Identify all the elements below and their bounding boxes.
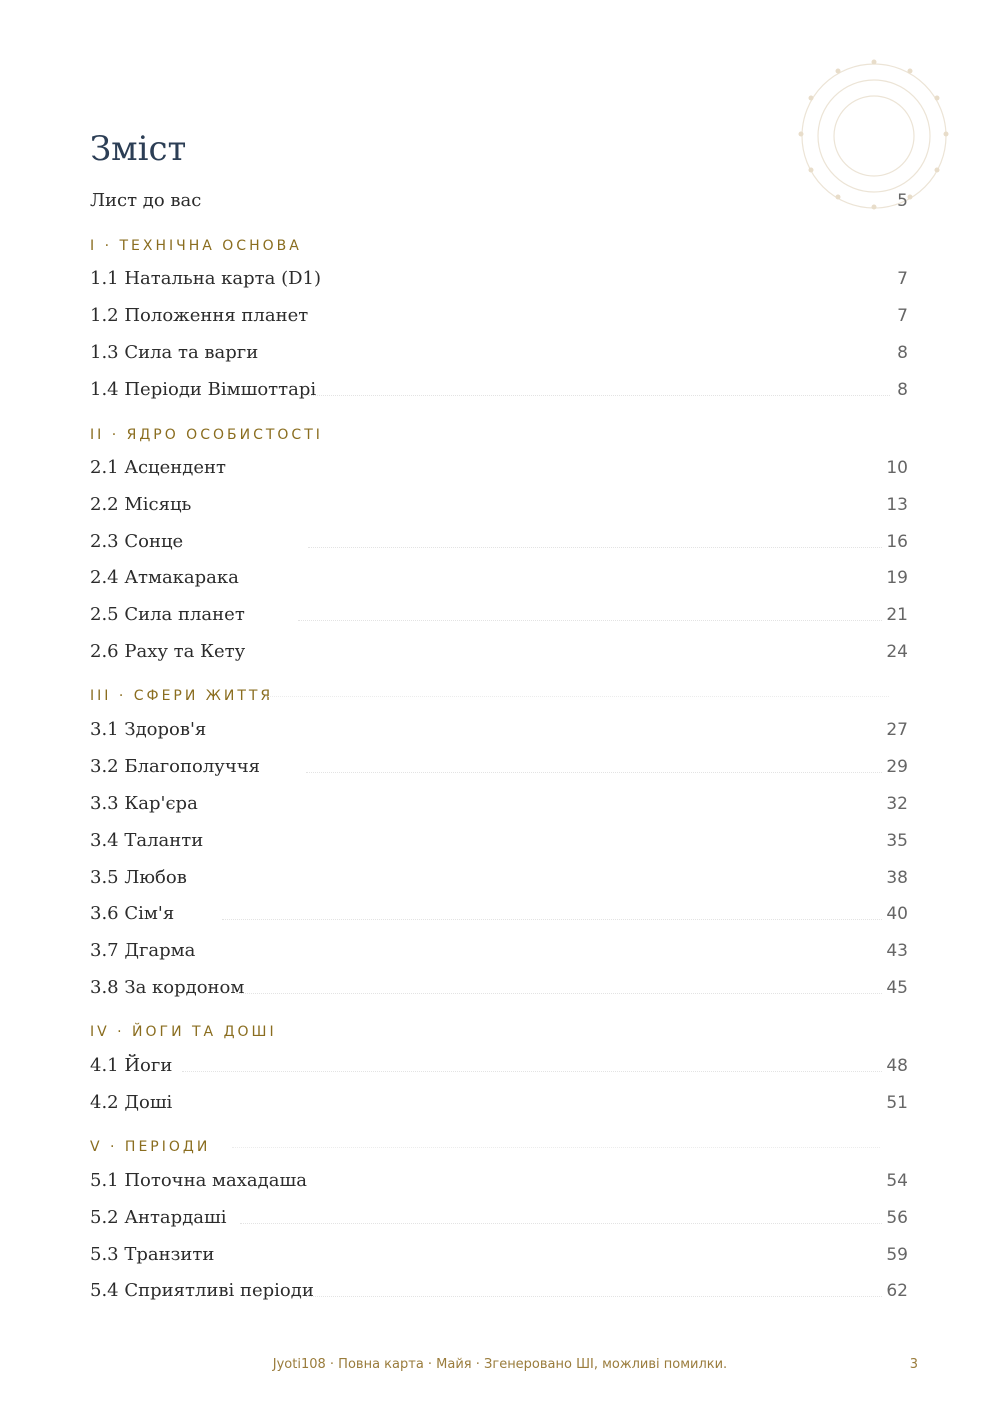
toc-entry-label: 2.5 Сила планет xyxy=(90,604,245,625)
toc-entry-page: 35 xyxy=(886,831,908,851)
section-heading-4: IV · ЙОГИ ТА ДОШІ xyxy=(90,1024,277,1040)
toc-entry-page: 29 xyxy=(886,757,908,777)
toc-entry-label: 2.4 Атмакарака xyxy=(90,567,239,588)
toc-entry-page: 38 xyxy=(886,868,908,888)
toc-entry-label: 5.3 Транзити xyxy=(90,1244,215,1265)
toc-entry-label: 3.3 Кар'єра xyxy=(90,793,198,814)
toc-entry[interactable] xyxy=(90,752,908,782)
toc-entry[interactable] xyxy=(90,936,908,966)
dotted-leader xyxy=(308,395,890,396)
section-heading-2: II · ЯДРО ОСОБИСТОСТІ xyxy=(90,427,323,443)
toc-entry-label: 5.2 Антардаші xyxy=(90,1207,227,1228)
toc-entry-label: 3.1 Здоров'я xyxy=(90,719,207,740)
toc-entry-page: 54 xyxy=(886,1171,908,1191)
toc-entry-label: 1.2 Положення планет xyxy=(90,305,309,326)
toc-entry-page: 32 xyxy=(886,794,908,814)
toc-entry-page: 8 xyxy=(897,343,908,363)
toc-entry[interactable] xyxy=(90,1203,908,1233)
toc-entry[interactable] xyxy=(90,453,908,483)
toc-entry-label: 1.3 Сила та варги xyxy=(90,342,259,363)
toc-entry[interactable] xyxy=(90,1276,908,1306)
toc-entry-page: 13 xyxy=(886,495,908,515)
toc-entry[interactable] xyxy=(90,715,908,745)
toc-entry[interactable] xyxy=(90,826,908,856)
toc-entry-label: 2.2 Місяць xyxy=(90,494,192,515)
toc-entry-label: 2.6 Раху та Кету xyxy=(90,641,246,662)
toc-entry[interactable] xyxy=(90,600,908,630)
toc-entry-page: 59 xyxy=(886,1245,908,1265)
dotted-leader xyxy=(182,1071,882,1072)
toc-entry[interactable] xyxy=(90,375,908,405)
dotted-leader xyxy=(236,993,882,994)
dotted-leader xyxy=(240,1223,882,1224)
toc-entry-page: 62 xyxy=(886,1281,908,1301)
toc-entry[interactable] xyxy=(90,563,908,593)
toc-entry-label: 3.7 Дгарма xyxy=(90,940,196,961)
toc-entry-label: 1.4 Періоди Вімшоттарі xyxy=(90,379,317,400)
toc-entry-label: 4.2 Доші xyxy=(90,1092,173,1113)
page-title: Зміст xyxy=(90,129,187,169)
toc-entry[interactable] xyxy=(90,338,908,368)
toc-entry-page: 21 xyxy=(886,605,908,625)
toc-entry[interactable] xyxy=(90,789,908,819)
toc-entry-page: 24 xyxy=(886,642,908,662)
toc-entry-label: 4.1 Йоги xyxy=(90,1055,173,1076)
toc-entry[interactable] xyxy=(90,1240,908,1270)
toc-entry-label: 3.4 Таланти xyxy=(90,830,204,851)
toc-entry-page: 43 xyxy=(886,941,908,961)
toc-entry-label: 2.1 Асцендент xyxy=(90,457,226,478)
toc-entry-label: Лист до вас xyxy=(90,190,202,211)
toc-entry[interactable] xyxy=(90,301,908,331)
section-heading-1: I · ТЕХНІЧНА ОСНОВА xyxy=(90,238,302,254)
toc-entry-label: 3.2 Благополуччя xyxy=(90,756,261,777)
toc-entry-label: 3.6 Сім'я xyxy=(90,903,175,924)
toc-entry-page: 16 xyxy=(886,532,908,552)
section-heading-5: V · ПЕРІОДИ xyxy=(90,1139,211,1155)
toc-entry-label: 2.3 Сонце xyxy=(90,531,184,552)
toc-entry[interactable] xyxy=(90,1051,908,1081)
dotted-leader xyxy=(265,696,889,697)
toc-entry-page: 45 xyxy=(886,978,908,998)
toc-entry[interactable] xyxy=(90,637,908,667)
toc-entry-page: 48 xyxy=(886,1056,908,1076)
toc-entry-page: 7 xyxy=(897,306,908,326)
page-footer: Jyoti108 · Повна карта · Майя · Згенеровано ШІ, можливі помилки. xyxy=(272,1357,728,1372)
toc-entry[interactable] xyxy=(90,899,908,929)
section-heading-3: III · СФЕРИ ЖИТТЯ xyxy=(90,688,274,704)
dotted-leader xyxy=(232,1147,880,1148)
toc-entry-page: 5 xyxy=(897,191,908,211)
toc-entry[interactable] xyxy=(90,863,908,893)
dotted-leader xyxy=(308,547,882,548)
dotted-leader xyxy=(222,919,882,920)
toc-entry-label: 3.8 За кордоном xyxy=(90,977,245,998)
toc-entry-page: 7 xyxy=(897,269,908,289)
toc-entry-intro[interactable] xyxy=(90,186,908,216)
toc-entry[interactable] xyxy=(90,264,908,294)
dotted-leader xyxy=(306,1296,882,1297)
toc-entry-label: 5.1 Поточна махадаша xyxy=(90,1170,307,1191)
toc-entry-page: 40 xyxy=(886,904,908,924)
toc-entry[interactable] xyxy=(90,1088,908,1118)
toc-entry-label: 1.1 Натальна карта (D1) xyxy=(90,268,321,289)
toc-entry[interactable] xyxy=(90,527,908,557)
toc-entry-label: 5.4 Сприятливі періоди xyxy=(90,1280,314,1301)
toc-entry[interactable] xyxy=(90,490,908,520)
toc-entry-page: 8 xyxy=(897,380,908,400)
toc-entry[interactable] xyxy=(90,1166,908,1196)
dotted-leader xyxy=(298,620,882,621)
toc-entry-page: 51 xyxy=(886,1093,908,1113)
dotted-leader xyxy=(306,772,882,773)
toc-entry-page: 56 xyxy=(886,1208,908,1228)
toc-entry-label: 3.5 Любов xyxy=(90,867,187,888)
toc-entry[interactable] xyxy=(90,973,908,1003)
page-number: 3 xyxy=(909,1357,918,1372)
toc-entry-page: 27 xyxy=(886,720,908,740)
toc-entry-page: 19 xyxy=(886,568,908,588)
toc-entry-page: 10 xyxy=(886,458,908,478)
